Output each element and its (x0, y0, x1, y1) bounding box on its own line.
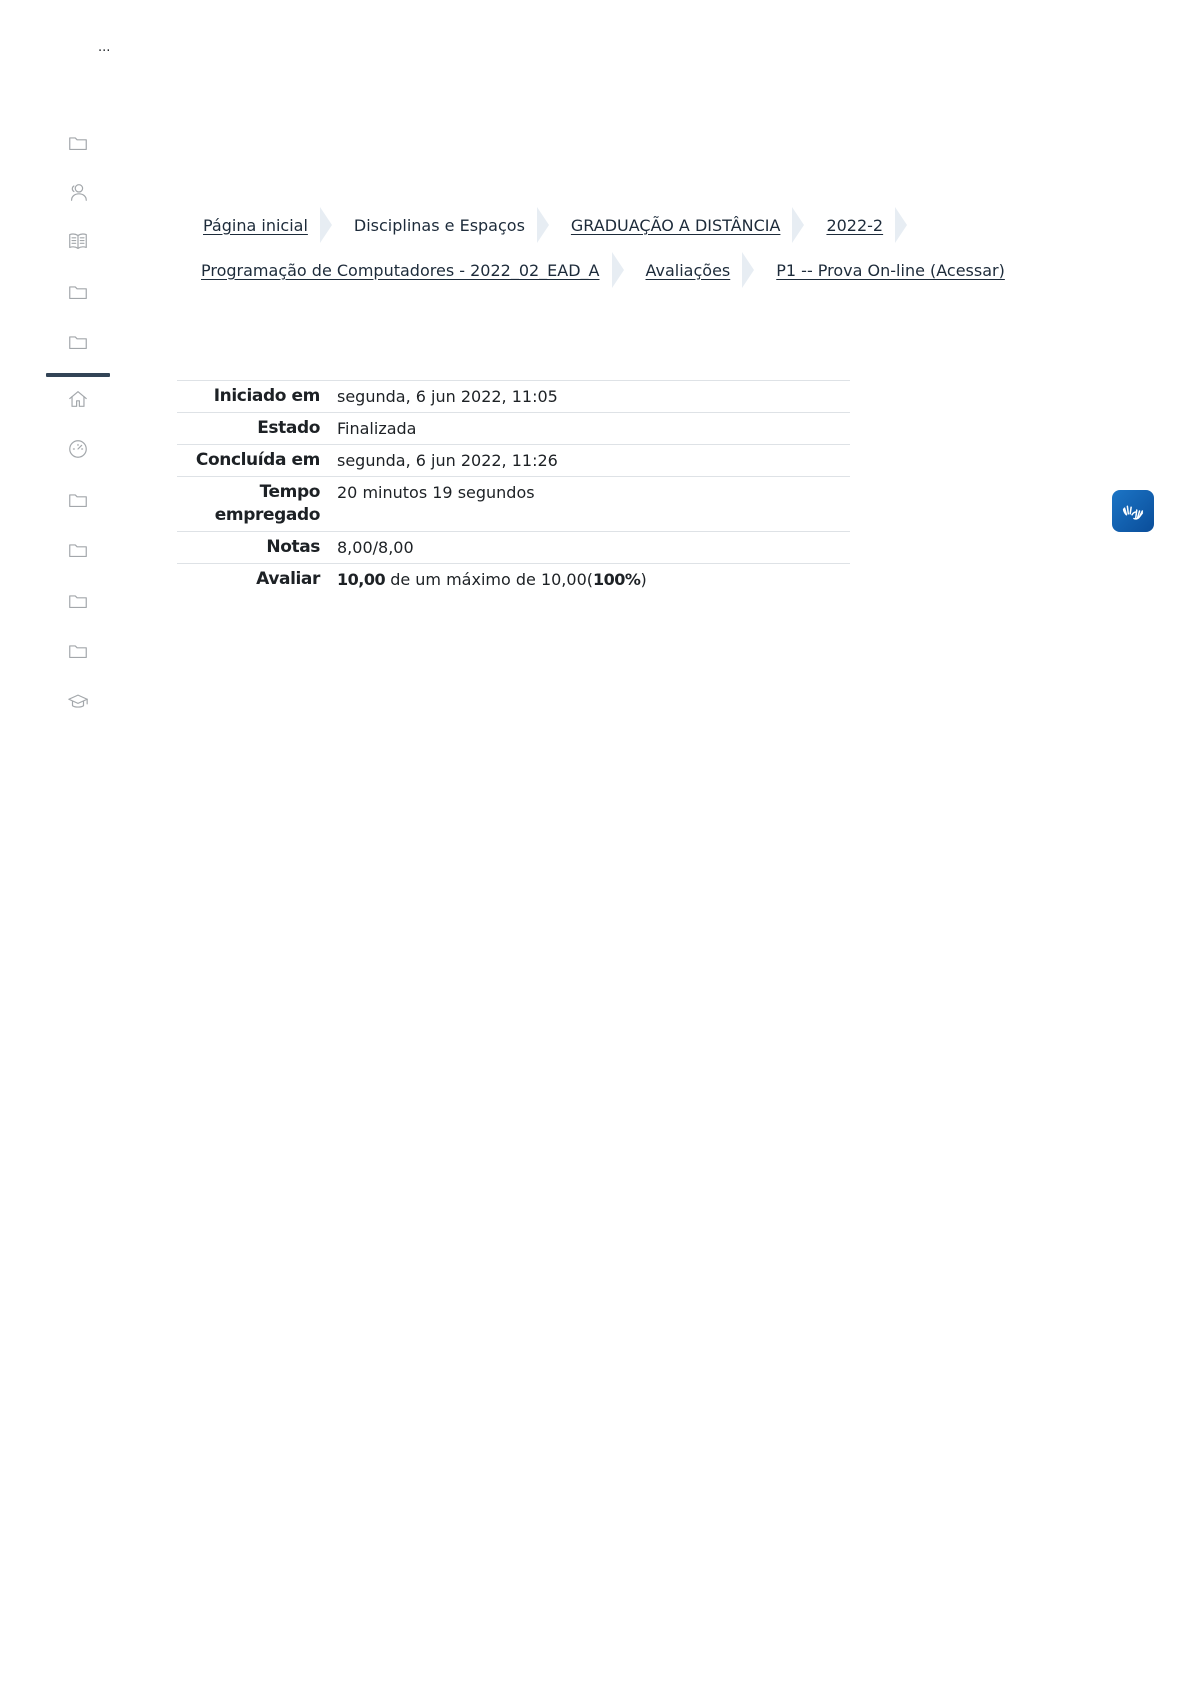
breadcrumb-item-course[interactable] (201, 261, 600, 280)
summary-grade-value (337, 564, 850, 596)
sidebar-item-courses[interactable] (46, 685, 110, 719)
sidebar-item-participants[interactable] (46, 175, 110, 209)
breadcrumb-separator (320, 207, 332, 243)
breadcrumb-link[interactable]: Avaliações (645, 260, 731, 280)
table-row (177, 445, 850, 477)
sidebar-item-folder-2[interactable] (46, 275, 110, 309)
breadcrumb-item-avaliacoes[interactable] (646, 261, 731, 280)
breadcrumb-separator (895, 207, 907, 243)
folder-icon (67, 331, 89, 353)
summary-value: 8,00/8,00 (337, 538, 414, 557)
breadcrumb-separator (537, 207, 549, 243)
sidebar-item-folder-6[interactable] (46, 584, 110, 618)
summary-value: Finalizada (337, 419, 417, 438)
grade-score: 10,00 (337, 570, 386, 589)
breadcrumb-row (190, 205, 1070, 245)
sidebar-item-folder-4[interactable] (46, 483, 110, 517)
folder-icon (67, 132, 89, 154)
users-icon (67, 181, 89, 203)
breadcrumb-item-graduacao[interactable] (571, 216, 781, 235)
dashboard-icon (67, 438, 89, 460)
table-row (177, 381, 850, 413)
table-row (177, 564, 850, 596)
breadcrumb-separator (792, 207, 804, 243)
book-icon (67, 230, 89, 252)
grade-percent: 100% (593, 570, 641, 589)
table-row (177, 413, 850, 445)
breadcrumb-separator (742, 252, 754, 288)
summary-label: Avaliar (256, 569, 320, 589)
breadcrumb-separator (612, 252, 624, 288)
breadcrumb (190, 205, 1070, 295)
summary-label: Notas (266, 537, 320, 557)
folder-icon (67, 640, 89, 662)
folder-icon (67, 489, 89, 511)
sidebar-item-home[interactable] (46, 382, 110, 416)
folder-icon (67, 281, 89, 303)
breadcrumb-link[interactable]: GRADUAÇÃO A DISTÂNCIA (570, 215, 781, 235)
table-row (177, 477, 850, 532)
breadcrumb-row (190, 250, 1070, 290)
summary-value: segunda, 6 jun 2022, 11:26 (337, 451, 558, 470)
breadcrumb-link[interactable]: 2022-2 (826, 215, 884, 235)
sidebar-divider (46, 373, 110, 377)
table-row (177, 532, 850, 564)
breadcrumb-item-quiz[interactable] (776, 261, 1005, 280)
vlibras-hands-icon (1118, 496, 1148, 526)
sidebar-item-folder-1[interactable] (46, 126, 110, 160)
home-icon (67, 388, 89, 410)
sidebar-item-folder-7[interactable] (46, 634, 110, 668)
breadcrumb-link[interactable]: Programação de Computadores - 2022_02_EAD_A (201, 260, 600, 280)
accessibility-button[interactable] (1112, 490, 1154, 532)
sidebar-item-folder-3[interactable] (46, 325, 110, 359)
graduation-cap-icon (67, 691, 89, 713)
grade-text-end: ) (640, 570, 647, 589)
breadcrumb-link[interactable]: Página inicial (203, 215, 308, 235)
breadcrumb-text: Disciplinas e Espaços (353, 215, 525, 235)
sidebar-item-dashboard[interactable] (46, 432, 110, 466)
ellipsis-menu[interactable]: ... (98, 40, 111, 55)
summary-label: Concluída em (195, 450, 320, 470)
course-index-rail (46, 0, 110, 720)
quiz-review-summary (177, 380, 850, 595)
summary-label: Estado (257, 418, 320, 438)
breadcrumb-item-home[interactable] (203, 216, 308, 235)
breadcrumb-item-semester[interactable] (826, 216, 883, 235)
summary-label: Tempo empregado (214, 482, 320, 525)
breadcrumb-link[interactable]: P1 -- Prova On-line (Acessar) (776, 260, 1005, 280)
summary-label: Iniciado em (213, 386, 320, 406)
sidebar-item-grades[interactable] (46, 224, 110, 258)
summary-value: segunda, 6 jun 2022, 11:05 (337, 387, 558, 406)
breadcrumb-item-disciplinas (354, 216, 525, 235)
grade-text: de um máximo de 10,00( (385, 570, 593, 589)
folder-icon (67, 539, 89, 561)
sidebar-item-folder-5[interactable] (46, 533, 110, 567)
folder-icon (67, 590, 89, 612)
summary-value: 20 minutos 19 segundos (337, 483, 535, 502)
